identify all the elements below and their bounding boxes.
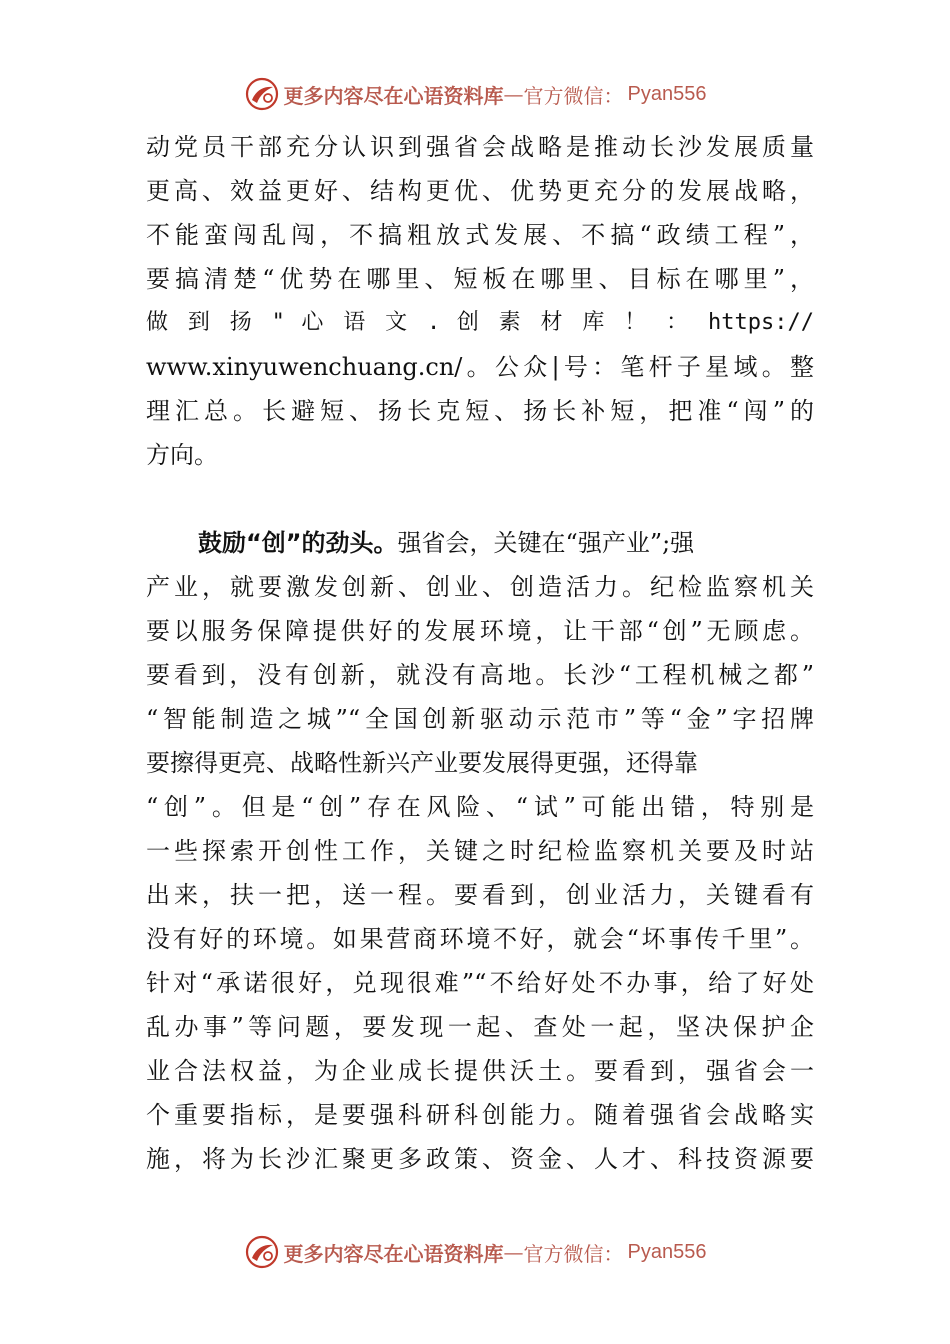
text-line: 业合法权益，为企业成长提供沃土。要看到，强省会一 [146,1057,814,1085]
brand-logo-icon [244,1234,280,1270]
text-line: 针对“承诺很好，兑现很难”“不给好处不办事，给了好处 [146,969,814,997]
banner-official-label: 官方微信： [523,83,624,108]
text-line: 施，将为长沙汇聚更多政策、资金、人才、科技资源要 [146,1145,814,1173]
text-line: 要以服务保障提供好的发展环境，让干部“创”无顾虑。 [146,617,814,645]
paragraph-1 [146,125,814,477]
text-line: 动党员干部充分认识到强省会战略是推动长沙发展质量 [146,133,814,161]
text-line: 一些探索开创性工作，关键之时纪检监察机关要及时站 [146,837,814,865]
paragraph-2-lead: 鼓励“创”的劲头。 [198,529,398,557]
text-line: “智能制造之城”“全国创新驱动示范市”等“金”字招牌 [146,705,814,733]
paragraph-2-first-rest: 强省会，关键在“强产业”;强 [397,529,695,557]
text-line: 没有好的环境。如果营商环境不好，就会“坏事传千里”。 [146,925,814,953]
banner-dash: — [503,1240,524,1264]
text-line: 要擦得更亮、战略性新兴产业要发展得更强，还得靠 [146,749,698,777]
text-line: 要看到，没有创新，就没有高地。长沙“工程机械之都” [146,661,814,689]
banner-brand-text: 更多内容尽在心语资料库 [283,83,504,108]
text-line: 出来，扶一把，送一程。要看到，创业活力，关键看有 [146,881,814,909]
text-line: 要搞清楚“优势在哪里、短板在哪里、目标在哪里”， [146,265,814,293]
text-line: 不能蛮闯乱闯，不搞粗放式发展、不搞“政绩工程”， [146,221,814,249]
text-line: 理汇总。长避短、扬长克短、扬长补短，把准“闯”的 [146,397,814,425]
text-line: 方向。 [146,441,218,469]
document-body [146,125,814,1181]
brand-logo-icon [244,76,280,112]
text-line: www.xinyuwenchuang.cn/。公众|号：笔杆子星域。整 [146,353,814,381]
banner-official-label: 官方微信： [523,1241,624,1266]
footer-banner [0,1230,950,1274]
text-line: 做 到 扬 " 心 语 文 . 创 素 材 库 ！ ： https:// [146,310,814,335]
paragraph-2-first-line [146,521,814,565]
banner-wechat-id: Pyan556 [627,1240,707,1263]
paragraph-gap [146,477,814,521]
banner-brand-text: 更多内容尽在心语资料库 [283,1241,504,1266]
text-line: 产业，就要激发创新、创业、创造活力。纪检监察机关 [146,573,814,601]
text-line: 更高、效益更好、结构更优、优势更充分的发展战略， [146,177,814,205]
banner-dash: — [503,82,524,106]
text-line: 个重要指标，是要强科研科创能力。随着强省会战略实 [146,1101,814,1129]
header-banner [0,72,950,116]
text-line: 乱办事”等问题，要发现一起、查处一起，坚决保护企 [146,1013,814,1041]
banner-wechat-id: Pyan556 [627,82,707,105]
paragraph-2 [146,521,814,1181]
text-line: “创”。但是“创”存在风险、“试”可能出错，特别是 [146,793,814,821]
